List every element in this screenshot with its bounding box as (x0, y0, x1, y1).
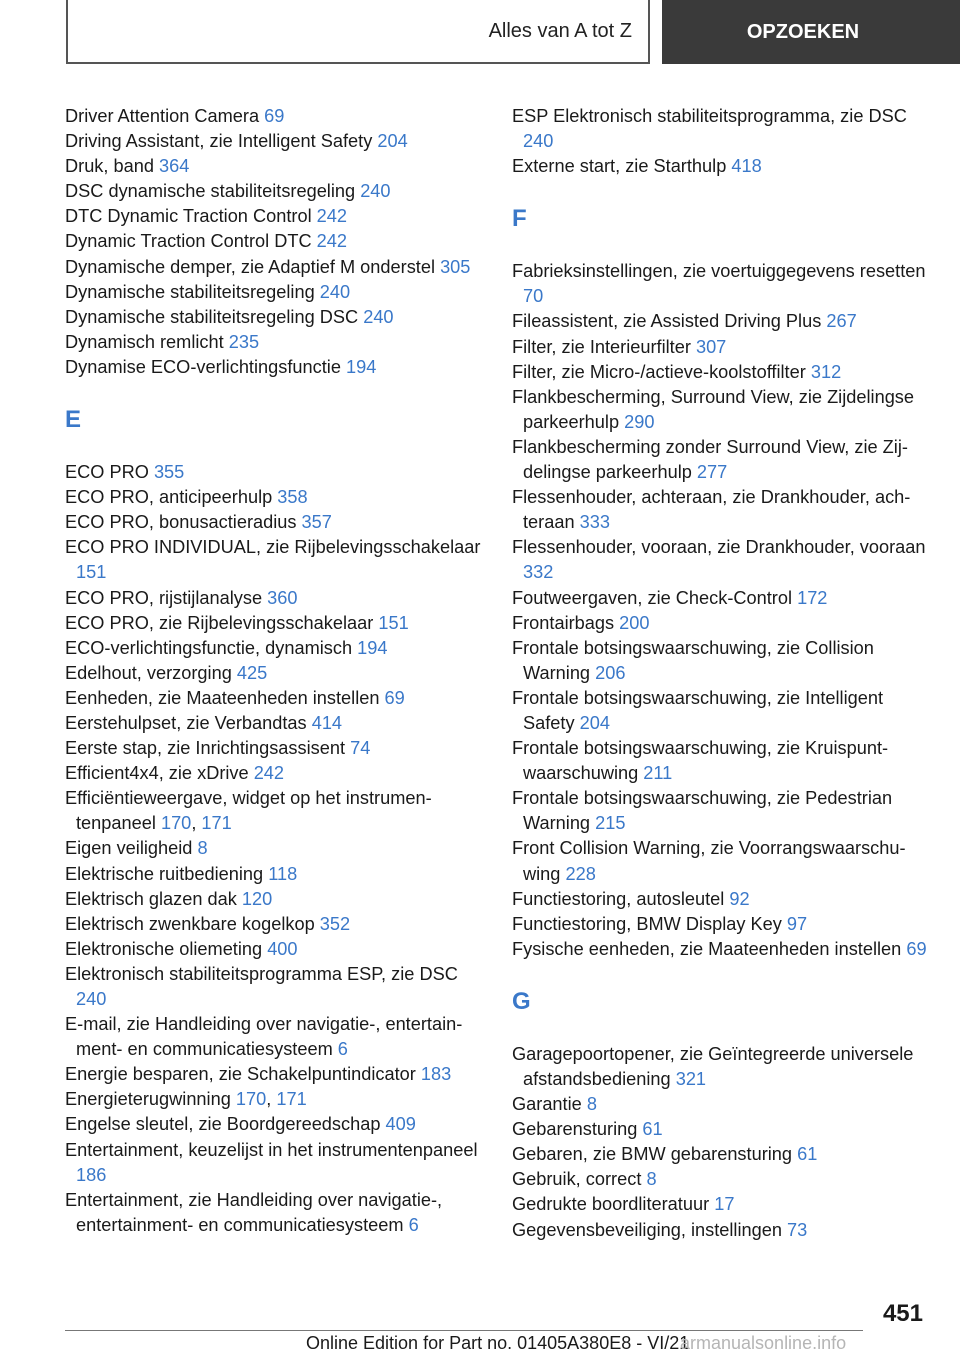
index-entry-text: Garantie (512, 1094, 587, 1115)
page-number: 451 (882, 1300, 923, 1327)
index-entry (65, 661, 485, 686)
tab-alles-van-a-tot-z-label: Alles van A tot Z (488, 19, 632, 42)
index-entry (65, 937, 485, 962)
page-reference-link[interactable]: 425 (236, 662, 268, 683)
index-entry-text: Frontale botsingswaarschuwing, zie Collision Warning (512, 637, 874, 683)
index-entry-text: Gegevensbeveiliging, instellingen (512, 1219, 788, 1240)
index-entry-text: Efficiëntieweergave, widget op het instrumentenpaneel (65, 788, 432, 834)
page-reference-link[interactable]: 307 (695, 336, 727, 357)
index-entry (65, 355, 485, 380)
index-entry-text: Dynamic Traction Control DTC (65, 231, 317, 252)
index-entry (512, 360, 932, 385)
index-entry (65, 887, 485, 912)
index-entry-text: Foutweergaven, zie Check-Control (512, 587, 798, 608)
index-entry-text: Flessenhouder, vooraan, zie Drankhouder, vooraan (512, 537, 926, 558)
index-entry (512, 586, 932, 611)
index-entry (65, 179, 485, 204)
index-entry (65, 229, 485, 254)
page-reference-link[interactable]: 240 (523, 131, 554, 152)
index-entry (65, 1012, 485, 1062)
page-reference-link[interactable]: 305 (440, 256, 471, 277)
index-entry (512, 1218, 932, 1243)
page-reference-link[interactable]: 61 (642, 1119, 663, 1140)
index-entry-text: ECO-verlichtingsfunctie, dynamisch (65, 637, 358, 658)
page-reference-link[interactable]: 240 (360, 181, 391, 202)
page-reference-link[interactable]: 332 (523, 562, 554, 583)
index-entry-text: E-mail, zie Handleiding over navigatie-, entertainment- en communicatiesysteem (65, 1014, 463, 1060)
page-reference-link[interactable]: 8 (197, 838, 208, 859)
page-reference-link[interactable]: 206 (595, 662, 626, 683)
index-entry-text: Energieterugwinning (65, 1089, 236, 1110)
index-entry-text: Elektrische ruitbediening (65, 863, 269, 884)
index-entry-text: DTC Dynamic Traction Control (65, 206, 317, 227)
page-reference-link[interactable]: 194 (346, 356, 377, 377)
page-reference-link[interactable]: 242 (316, 206, 348, 227)
index-entry-text: ECO PRO (65, 462, 154, 483)
page-reference-link[interactable]: 186 (76, 1164, 107, 1185)
index-entry-text: Filter, zie Interieurfilter (512, 336, 696, 357)
index-entry-text: Eigen veiligheid (65, 838, 198, 859)
index-entry-text: Efficient4x4, zie xDrive (65, 763, 254, 784)
index-entry (65, 711, 485, 736)
index-entry-text: Flessenhouder, achteraan, zie Drankhouder, achteraan (512, 487, 911, 533)
page-reference-link[interactable]: 61 (797, 1144, 818, 1165)
page-reference-link[interactable]: 74 (350, 738, 371, 759)
index-entry-text: Eerste stap, zie Inrichtingsassisent (65, 738, 351, 759)
page-reference-link[interactable]: 170 (160, 813, 192, 834)
page-reference-link[interactable]: 358 (277, 487, 308, 508)
index-entry (65, 204, 485, 229)
index-entry-text: Filter, zie Micro-/actieve-koolstoffilter (512, 361, 811, 382)
index-entry-text: Elektrisch glazen dak (65, 888, 242, 909)
index-entry-text: Engelse sleutel, zie Boordgereedschap (65, 1114, 386, 1135)
page-reference-link[interactable]: 240 (319, 281, 351, 302)
page-reference-separator: , (266, 1089, 277, 1110)
index-entry (65, 510, 485, 535)
index-entry-text: Druk, band (65, 156, 160, 177)
index-entry-text: ECO PRO, anticipeerhulp (65, 487, 278, 508)
index-entry (512, 335, 932, 360)
page-reference-link[interactable]: 242 (253, 763, 285, 784)
index-entry (512, 435, 932, 485)
page-reference-link[interactable]: 355 (153, 462, 185, 483)
page-reference-link[interactable]: 97 (786, 913, 808, 934)
index-column-right (512, 104, 932, 1243)
index-entry-text: Entertainment, zie Handleiding over navigatie-, entertainment- en communicatiesysteem (65, 1189, 443, 1235)
page-reference-link[interactable]: 418 (731, 156, 762, 177)
index-entry (512, 836, 932, 886)
index-entry (65, 330, 485, 355)
index-entry-text: Energie besparen, zie Schakelpuntindicator (65, 1064, 421, 1085)
index-entry (65, 1138, 485, 1188)
page-reference-link[interactable]: 357 (301, 512, 332, 533)
index-entry-text: Dynamische stabiliteitsregeling (65, 281, 320, 302)
page-reference-link[interactable]: 183 (420, 1064, 452, 1085)
page-reference-link[interactable]: 242 (316, 231, 348, 252)
page-reference-link[interactable]: 333 (579, 512, 610, 533)
section-letter: G (512, 987, 531, 1015)
index-entry (512, 385, 932, 435)
tab-opzoeken-label: OPZOEKEN (746, 20, 860, 43)
page-reference-link[interactable]: 215 (595, 813, 626, 834)
index-entry-text: Frontale botsingswaarschuwing, zie Intelligent Safety (512, 687, 884, 733)
page-reference-link[interactable]: 8 (586, 1094, 597, 1115)
index-entry-text: Fabrieksinstellingen, zie voertuiggegevens resetten (512, 261, 926, 282)
page-reference-link[interactable]: 352 (319, 913, 351, 934)
page-reference-link[interactable]: 151 (76, 562, 107, 583)
index-entry (512, 887, 932, 912)
index-entry (512, 309, 932, 334)
index-entry-text: Externe start, zie Starthulp (512, 156, 732, 177)
page-reference-link[interactable]: 240 (363, 306, 394, 327)
index-entry-text: Eenheden, zie Maateenheden instellen (65, 687, 385, 708)
index-entry (512, 736, 932, 786)
index-entry (65, 836, 485, 861)
footer-edition-text: Online Edition for Part no. 01405A380E8 - VI/21 (306, 1333, 690, 1353)
page-reference-link[interactable]: 172 (797, 587, 828, 608)
page-reference-link[interactable]: 409 (385, 1114, 416, 1135)
index-entry-text: Gebaren, zie BMW gebarensturing (512, 1144, 798, 1165)
index-entry-text: Flankbescherming, Surround View, zie Zijdelingse parkeerhulp (512, 386, 915, 432)
page-reference-link[interactable]: 228 (565, 863, 596, 884)
index-entry (512, 1167, 932, 1192)
page-reference-link[interactable]: 69 (906, 938, 927, 959)
index-entry (512, 1042, 932, 1092)
page-reference-link[interactable]: 235 (228, 331, 260, 352)
index-entry (65, 1087, 485, 1112)
index-entry (65, 912, 485, 937)
page-reference-link[interactable]: 267 (826, 311, 857, 332)
page-reference-link[interactable]: 204 (377, 131, 408, 152)
index-entry (65, 862, 485, 887)
index-entry-text: Front Collision Warning, zie Voorrangswaarschuwing (512, 838, 906, 884)
index-entry-text: Driving Assistant, zie Intelligent Safety (65, 131, 378, 152)
index-entry-text: Functiestoring, BMW Display Key (512, 913, 787, 934)
index-entry (512, 1192, 932, 1217)
index-entry (65, 611, 485, 636)
page-reference-link[interactable]: 171 (276, 1089, 307, 1110)
index-entry (512, 485, 932, 535)
page-reference-link[interactable]: 17 (714, 1194, 735, 1215)
index-entry (65, 460, 485, 485)
page-reference-link[interactable]: 364 (159, 156, 190, 177)
index-entry-text: DSC dynamische stabiliteitsregeling (65, 181, 361, 202)
page-reference-link[interactable]: 240 (76, 989, 107, 1009)
index-entry (65, 636, 485, 661)
index-entry-text: Garagepoortopener, zie Geïntegreerde universele afstandsbediening (512, 1043, 914, 1089)
tab-opzoeken[interactable] (662, 0, 960, 64)
index-entry-text: Dynamische demper, zie Adaptief M onderstel (65, 256, 441, 277)
page-reference-link[interactable]: 120 (241, 888, 273, 909)
index-entry (512, 912, 932, 937)
index-entry-text: Elektronische oliemeting (65, 938, 268, 959)
index-entry (65, 1188, 485, 1238)
index-entry-text: Dynamisch remlicht (65, 331, 229, 352)
page-reference-link[interactable]: 204 (579, 712, 610, 733)
index-entry-text: Flankbescherming zonder Surround View, zie Zijdelingse parkeerhulp (512, 436, 908, 483)
index-entry (512, 104, 932, 154)
index-entry-text: Fileassistent, zie Assisted Driving Plus (512, 311, 827, 332)
index-entry-text: ECO PRO, rijstijlanalyse (65, 587, 268, 608)
index-entry-text: Functiestoring, autosleutel (512, 888, 730, 909)
index-entry-text: Edelhout, verzorging (65, 662, 237, 683)
index-entry (512, 636, 932, 686)
tab-alles-van-a-tot-z[interactable] (66, 0, 650, 64)
index-entry (65, 129, 485, 154)
index-entry-text: Frontairbags (512, 612, 620, 633)
index-entry (65, 255, 485, 280)
section-letter: F (512, 205, 527, 233)
index-entry-text: Frontale botsingswaarschuwing, zie Kruispuntwaarschuwing (512, 738, 889, 784)
index-entry-text: ESP Elektronisch stabiliteitsprogramma, zie DSC (512, 106, 907, 126)
page-reference-link[interactable]: 211 (643, 763, 673, 784)
index-entry (65, 586, 485, 611)
index-entry-text: ECO PRO, bonusactieradius (65, 512, 302, 533)
index-entry-text: Dynamise ECO-verlichtingsfunctie (65, 356, 346, 377)
page-reference-link[interactable]: 321 (675, 1069, 707, 1089)
index-entry (65, 305, 485, 330)
page-reference-link[interactable]: 151 (378, 612, 409, 633)
index-entry (512, 154, 932, 179)
index-entry-text: ECO PRO INDIVIDUAL, zie Rijbelevingsschakelaar (65, 537, 481, 558)
index-entry-text: Driver Attention Camera (65, 106, 265, 126)
index-entry (65, 761, 485, 786)
page-reference-link[interactable]: 312 (810, 361, 842, 382)
page-reference-link[interactable]: 290 (624, 411, 655, 432)
page-reference-link[interactable]: 69 (384, 687, 405, 708)
index-entry-text: Elektronisch stabiliteitsprogramma ESP, zie DSC (65, 963, 458, 984)
index-entry (65, 686, 485, 711)
page-reference-link[interactable]: 200 (619, 612, 650, 633)
index-entry (512, 1142, 932, 1167)
index-entry-text: Gedrukte boordliteratuur (512, 1194, 715, 1215)
index-entry (512, 786, 932, 836)
index-entry-text: Eerstehulpset, zie Verbandtas (65, 712, 312, 733)
index-column-left (65, 104, 485, 1238)
page-reference-link[interactable]: 194 (357, 637, 388, 658)
page-reference-link[interactable]: 400 (267, 938, 298, 959)
page-reference-link[interactable]: 360 (267, 587, 298, 608)
page-reference-link[interactable]: 171 (201, 813, 232, 834)
index-entry (512, 535, 932, 585)
index-entry-text: Fysische eenheden, zie Maateenheden instellen (512, 938, 907, 959)
page-reference-link[interactable]: 277 (696, 462, 728, 483)
index-entry (512, 611, 932, 636)
index-entry-text: Elektrisch zwenkbare kogelkop (65, 913, 320, 934)
page-reference-link[interactable]: 170 (235, 1089, 267, 1110)
index-entry (512, 1092, 932, 1117)
index-entry (65, 485, 485, 510)
page-reference-link[interactable]: 73 (787, 1219, 808, 1240)
index-entry (65, 786, 485, 836)
index-entry-text: Entertainment, keuzelijst in het instrumentenpaneel (65, 1139, 478, 1160)
index-entry (512, 686, 932, 736)
index-entry (65, 1112, 485, 1137)
index-entry (512, 1117, 932, 1142)
page-reference-separator: , (191, 813, 202, 834)
index-entry-text: Gebruik, correct (512, 1169, 647, 1190)
index-entry (65, 535, 485, 585)
index-entry (512, 937, 932, 962)
page-reference-link[interactable]: 70 (523, 286, 544, 307)
index-entry (65, 962, 485, 1012)
index-entry-text: ECO PRO, zie Rijbelevingsschakelaar (65, 612, 379, 633)
index-entry (65, 104, 485, 129)
page-reference-link[interactable]: 414 (311, 712, 343, 733)
footer-divider (65, 1330, 863, 1331)
section-letter: E (65, 406, 82, 434)
index-entry-text: Gebarensturing (512, 1119, 643, 1140)
index-entry (65, 154, 485, 179)
index-entry (65, 280, 485, 305)
page-reference-link[interactable]: 118 (268, 863, 298, 884)
index-entry (65, 1062, 485, 1087)
footer-watermark: armanualsonline.info (680, 1333, 847, 1353)
index-entry-text: Frontale botsingswaarschuwing, zie Pedestrian Warning (512, 788, 893, 834)
page-reference-link[interactable]: 69 (264, 106, 285, 126)
index-entry-text: Dynamische stabiliteitsregeling DSC (65, 306, 364, 327)
page-reference-link[interactable]: 6 (337, 1039, 348, 1060)
page-reference-link[interactable]: 92 (729, 888, 750, 909)
index-entry (512, 259, 932, 309)
page-reference-link[interactable]: 8 (646, 1169, 657, 1190)
page-reference-link[interactable]: 6 (408, 1214, 419, 1235)
index-entry (65, 736, 485, 761)
